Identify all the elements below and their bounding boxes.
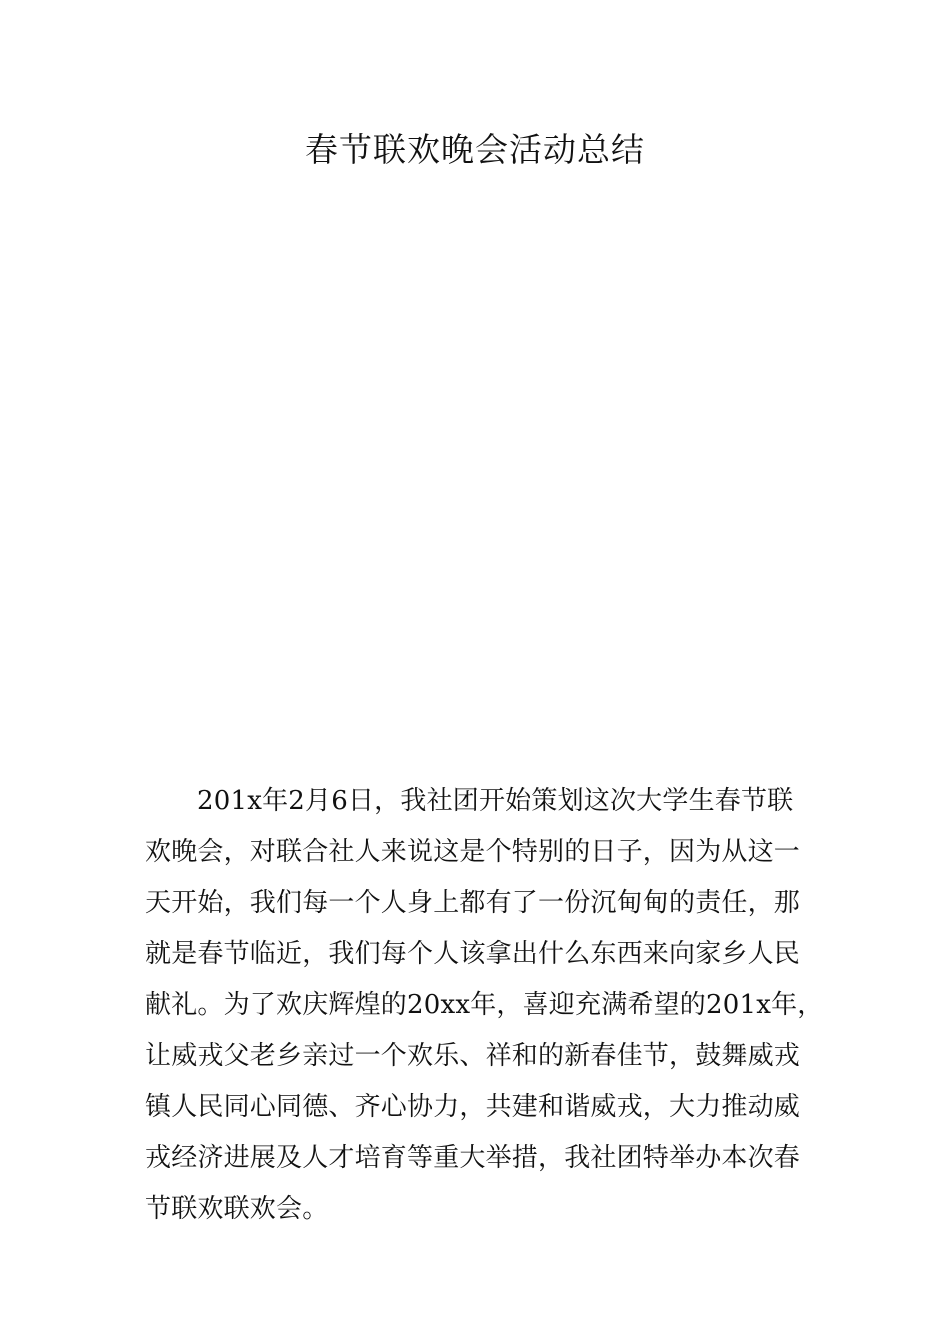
paragraph-line: 献礼。为了欢庆辉煌的20xx年，喜迎充满希望的201x年， bbox=[145, 990, 824, 1020]
paragraph-line: 让威戎父老乡亲过一个欢乐、祥和的新春佳节，鼓舞威戎 bbox=[145, 1041, 801, 1071]
paragraph-line: 戎经济进展及人才培育等重大举措，我社团特举办本次春 bbox=[145, 1143, 801, 1173]
body-paragraph bbox=[145, 776, 824, 1235]
paragraph-line: 节联欢联欢会。 bbox=[145, 1194, 329, 1224]
paragraph-line: 镇人民同心同德、齐心协力，共建和谐威戎，大力推动威 bbox=[145, 1092, 801, 1122]
paragraph-line: 就是春节临近，我们每个人该拿出什么东西来向家乡人民 bbox=[145, 939, 801, 969]
paragraph-line: 天开始，我们每一个人身上都有了一份沉甸甸的责任，那 bbox=[145, 888, 801, 918]
paragraph-line: 201x年2月6日，我社团开始策划这次大学生春节联 bbox=[197, 786, 794, 816]
document-title: 春节联欢晚会活动总结 bbox=[305, 130, 645, 169]
paragraph-line: 欢晚会，对联合社人来说这是个特别的日子，因为从这一 bbox=[145, 837, 801, 867]
